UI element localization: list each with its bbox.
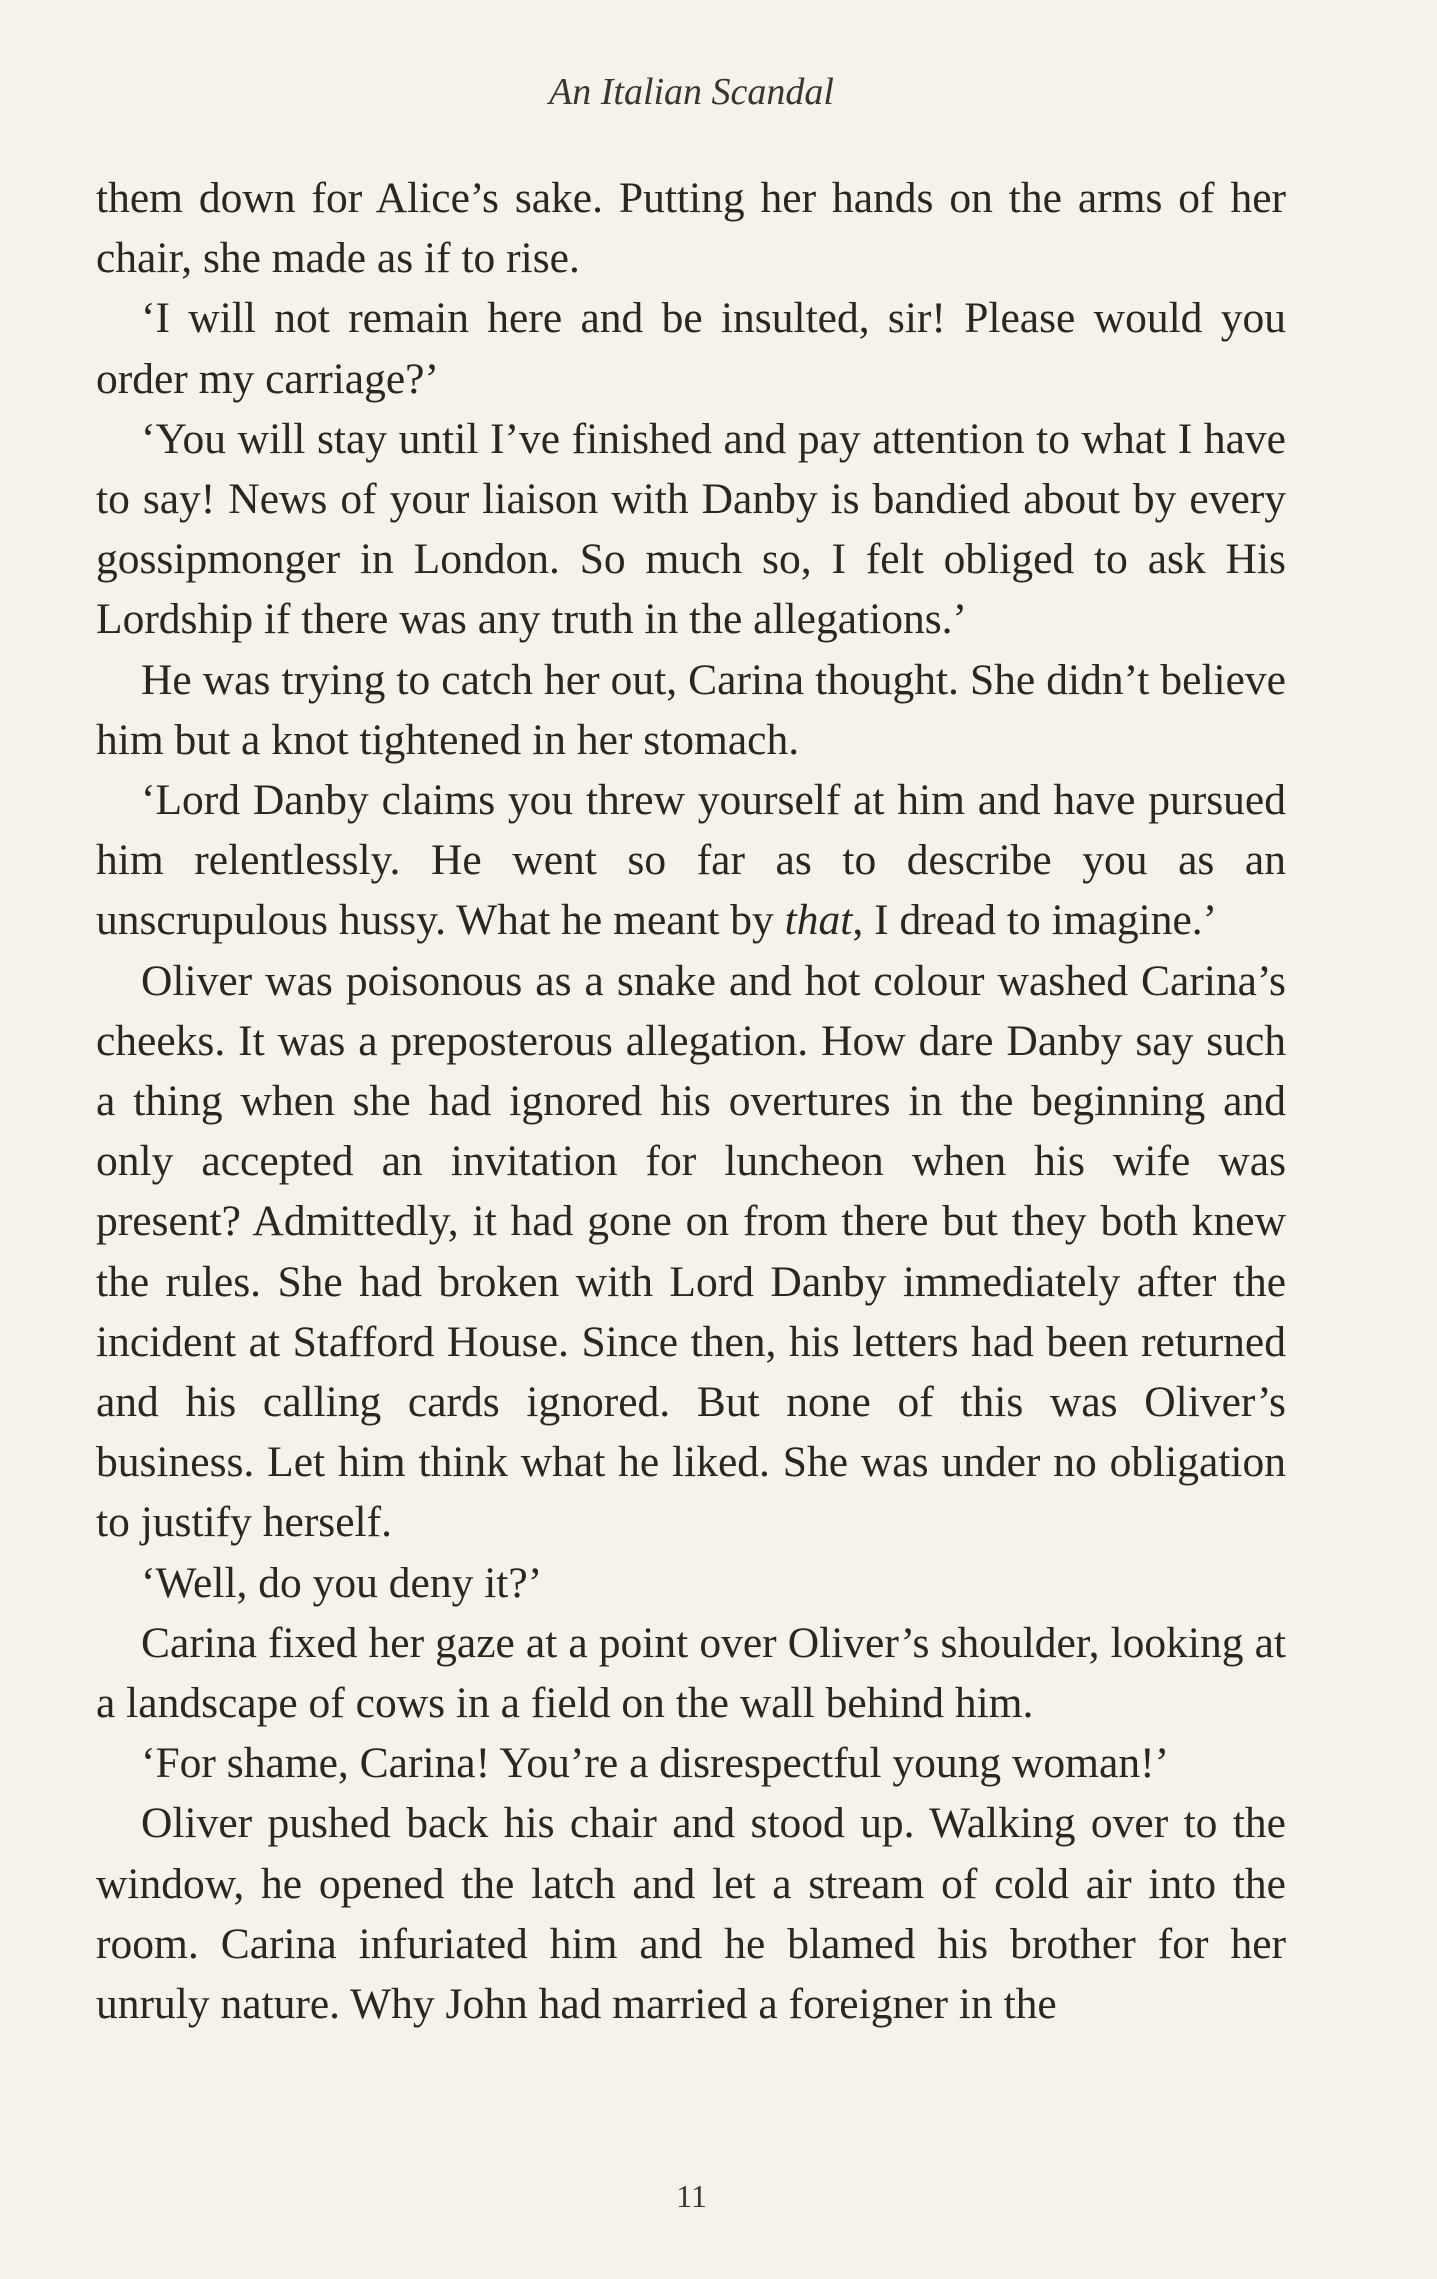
body-text	[96, 168, 1286, 2034]
paragraph-1: them down for Alice’s sake. Putting her hands on the arms of her chair, she made as if to rise.	[96, 174, 1286, 283]
paragraph-7: ‘Well, do you deny it?’	[141, 1558, 543, 1607]
paragraph-5-emphasis: that	[784, 896, 853, 945]
paragraph-9: ‘For shame, Carina! You’re a disrespectful young woman!’	[141, 1739, 1170, 1788]
page-number: 11	[676, 2178, 707, 2214]
paragraph-5	[96, 770, 1286, 951]
paragraph-5-before: ‘Lord Danby claims you threw yourself at him and have pursued him relentlessly. He went so far as to describe you as an unscrupulous hussy. What he meant by	[96, 776, 1286, 945]
paragraph-4: He was trying to catch her out, Carina thought. She didn’t believe him but a knot tightened in her stomach.	[96, 655, 1286, 764]
paragraph-5-after: , I dread to imagine.’	[852, 896, 1218, 945]
paragraph-6: Oliver was poisonous as a snake and hot colour washed Carina’s cheeks. It was a preposterous allegation. How dare Danby say such a thing when she had ignored his overtures in the beginning and only accepted an invitation for luncheon when his wife was present? Admittedly, it had gone on from there but they both knew the rules. She had broken with Lord Danby immediately after the incident at Stafford House. Since then, his letters had been returned and his calling cards ignored. But none of this was Oliver’s business. Let him think what he liked. She was under no obligation to justify herself.	[96, 956, 1286, 1547]
paragraph-3: ‘You will stay until I’ve finished and pay attention to what I have to say! News of your liaison with Danby is bandied about by every gossipmonger in London. So much so, I felt obliged to ask His Lordship if there was any truth in the allegations.’	[96, 414, 1286, 644]
paragraph-2: ‘I will not remain here and be insulted, sir! Please would you order my carriage?’	[96, 294, 1286, 403]
paragraph-8: Carina fixed her gaze at a point over Oliver’s shoulder, looking at a landscape of cows in a field on the wall behind him.	[96, 1618, 1286, 1728]
running-head: An Italian Scandal	[549, 71, 834, 113]
paragraph-10: Oliver pushed back his chair and stood up. Walking over to the window, he opened the latch and let a stream of cold air into the room. Carina infuriated him and he blamed his brother for her unruly nature. Why John had married a foreigner in the	[96, 1799, 1286, 2029]
